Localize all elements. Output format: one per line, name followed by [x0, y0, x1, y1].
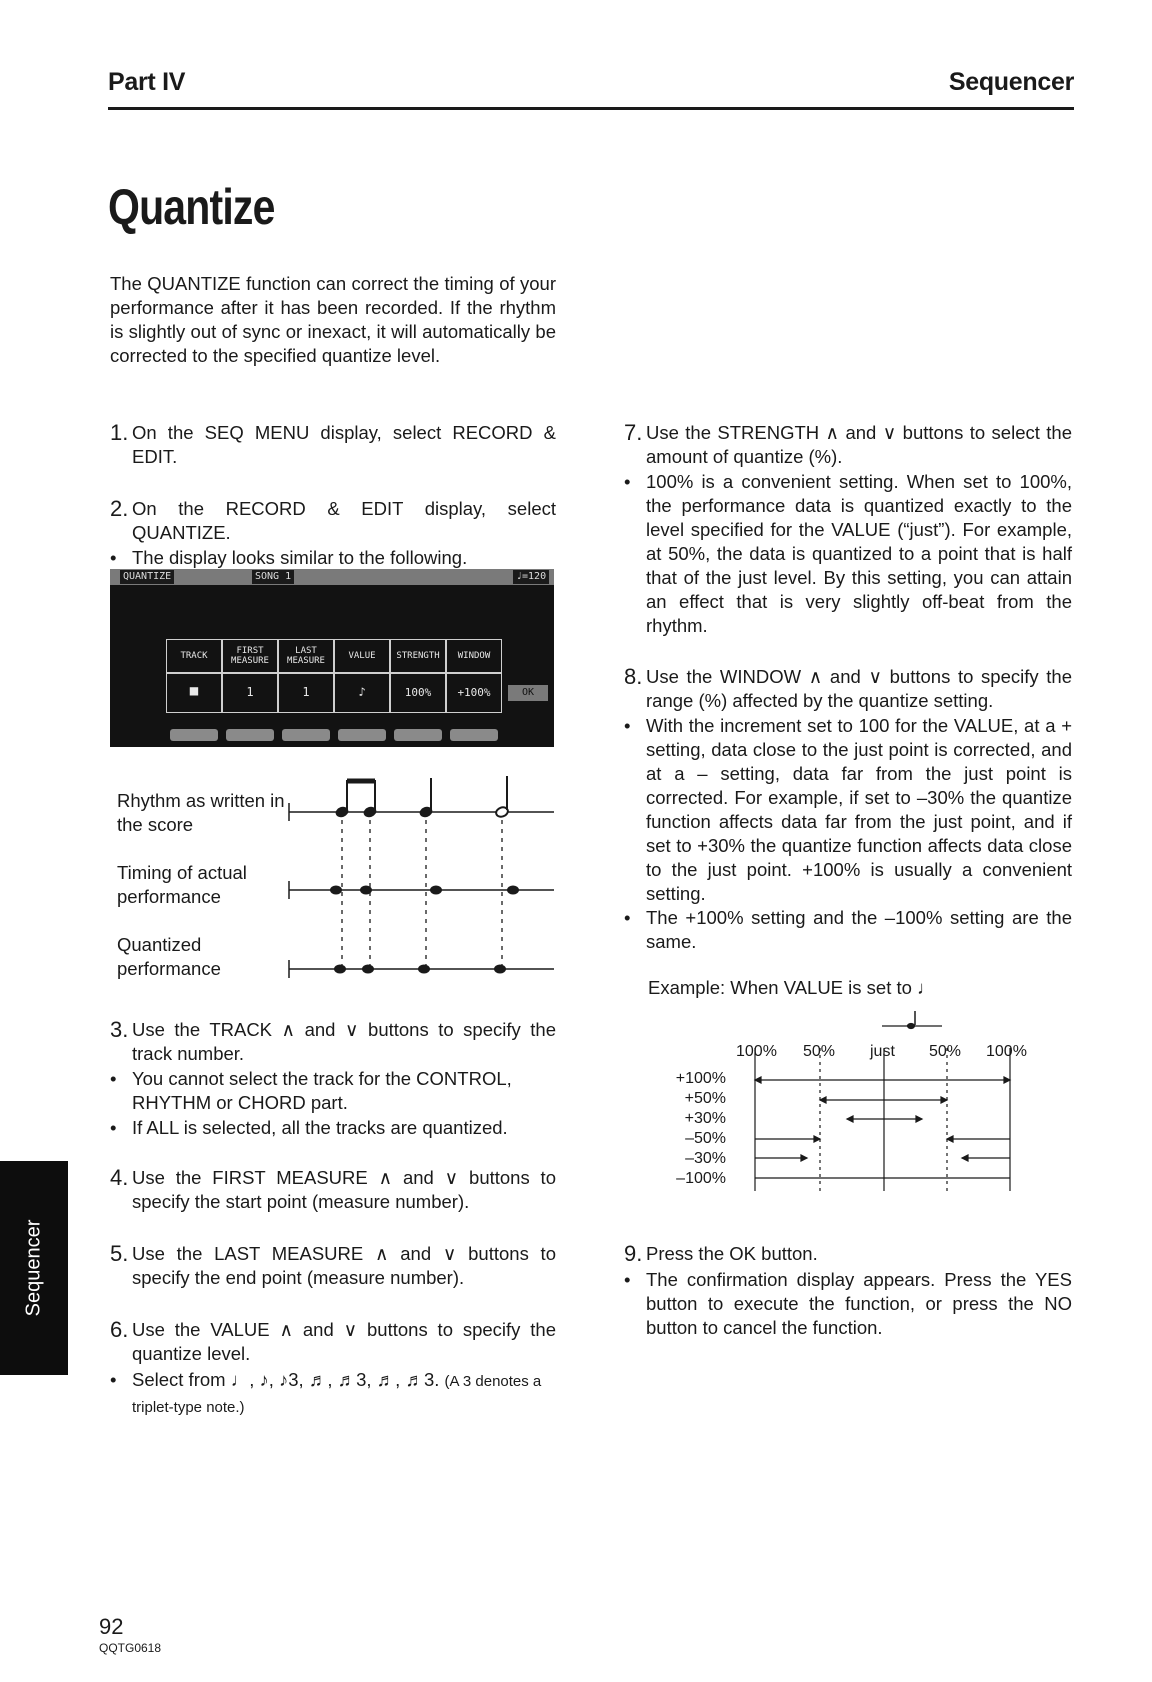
lcd-value-first-measure: 1: [222, 673, 278, 713]
window-row-minus50: –50%: [685, 1130, 726, 1147]
window-col-100-left: 100%: [736, 1043, 777, 1060]
window-col-50-left: 50%: [803, 1043, 836, 1060]
lcd-col-strength: STRENGTH: [390, 639, 446, 673]
lcd-value-last-measure: 1: [278, 673, 334, 713]
lcd-value-window: +100%: [446, 673, 502, 713]
lcd-col-track: TRACK: [166, 639, 222, 673]
step-number: 8.: [624, 664, 643, 689]
first-measure-up-down-button[interactable]: [226, 729, 274, 741]
bullet-text: The +100% setting and the –100% setting are the same.: [646, 907, 1072, 952]
section-label: Sequencer: [948, 68, 1074, 96]
step-3: [110, 1018, 556, 1066]
lcd-value-track: ■: [166, 673, 222, 713]
step-text: On the SEQ MENU display, select RECORD & EDIT.: [132, 422, 556, 467]
window-row-plus30: +30%: [684, 1110, 726, 1127]
lcd-display: [110, 569, 554, 747]
step-text: Press the OK button.: [646, 1243, 818, 1264]
rhythm-row-written: Rhythm as written in the score: [117, 790, 285, 835]
step-2-bullet: • The display looks similar to the following.: [110, 546, 556, 570]
side-tab-label: Sequencer: [22, 1219, 45, 1317]
step-5: [110, 1242, 556, 1290]
bullet-text: With the increment set to 100 for the VALUE, at a + setting, data close to the just point is corrected, and at a – setting, data far from the just point is corrected. For example, if set to –30% the quantize function affects data far from the just point, and if set to +30% the quantize function affects data close to the just point. +100% is usually a convenient setting.: [646, 715, 1072, 904]
example-caption: Example: When VALUE is set to ♩: [648, 977, 936, 998]
step-number: 5.: [110, 1241, 129, 1266]
lcd-title-bar: [110, 569, 554, 585]
step-3-bullet-1: • You cannot select the track for the CONTROL, RHYTHM or CHORD part.: [110, 1067, 556, 1115]
window-row-plus100: +100%: [675, 1070, 726, 1087]
part-label: Part IV: [108, 68, 186, 96]
lcd-col-first-measure: FIRST MEASURE: [222, 639, 278, 673]
step-4: [110, 1166, 556, 1214]
step-text: Use the LAST MEASURE ∧ and ∨ buttons to specify the end point (measure number).: [132, 1243, 556, 1288]
step-3-bullet-2: • If ALL is selected, all the tracks are quantized.: [110, 1116, 556, 1140]
step-7-bullet: • 100% is a convenient setting. When set to 100%, the performance data is quantized exactly to the level specified for the VALUE (“just”). For example, at 50%, the data is quantized to a point that is half that of the just level. By this setting, you can attain an effect that is very slightly off-beat from the rhythm.: [624, 471, 1072, 636]
bullet-text: 100% is a convenient setting. When set to 100%, the performance data is quantized exactly to the level specified for the VALUE (“just”). For example, at 50%, the data is quantized to a point that is half that of the just level. By this setting, you can attain an effect that is very slightly off-beat from the rhythm.: [646, 471, 1072, 636]
step-text: On the RECORD & EDIT display, select QUANTIZE.: [132, 498, 556, 543]
strength-up-down-button[interactable]: [394, 729, 442, 741]
step-8: [624, 665, 1072, 713]
page-title: Quantize: [108, 179, 275, 235]
lcd-tab-song: SONG 1: [252, 570, 294, 584]
step-1: [110, 421, 556, 469]
step-6-bullet: • Select from ♩, ♪, ♪3, ♬, ♬3, ♬, ♬3. (A 3 denotes a triplet-type note.): [110, 1369, 542, 1416]
bullet-text: The display looks similar to the following.: [132, 547, 468, 568]
step-9: [624, 1242, 1072, 1266]
header-rule: [108, 107, 1074, 110]
step-text: Use the VALUE ∧ and ∨ buttons to specify the quantize level.: [132, 1319, 556, 1364]
page-number: 92: [99, 1614, 124, 1639]
step-2: [110, 497, 556, 545]
step-number: 1.: [110, 420, 129, 445]
window-row-minus100: –100%: [676, 1170, 726, 1187]
lcd-col-last-measure: LAST MEASURE: [278, 639, 334, 673]
step-text: Use the FIRST MEASURE ∧ and ∨ buttons to specify the start point (measure number).: [132, 1167, 556, 1212]
bullet-text: The confirmation display appears. Press the YES button to execute the function, or press the NO button to cancel the function.: [646, 1269, 1072, 1338]
step-text: Use the TRACK ∧ and ∨ buttons to specify the track number.: [132, 1019, 556, 1064]
step-8-bullet-1: • With the increment set to 100 for the VALUE, at a + setting, data close to the just point is corrected, and at a – setting, data far from the just point is corrected. For example, if set to –30% the quantize function affects data far from the just point, and if set to +30% the quantize function affects data close to the just point. +100% is usually a convenient setting.: [624, 715, 1072, 904]
step-number: 3.: [110, 1017, 129, 1042]
rhythm-diagram: [284, 770, 560, 985]
track-up-down-button[interactable]: [170, 729, 218, 741]
step-number: 2.: [110, 496, 129, 521]
step-6: [110, 1318, 556, 1366]
lcd-tab-quantize: QUANTIZE: [120, 570, 174, 584]
step-7: [624, 421, 1072, 469]
step-8-bullet-2: • The +100% setting and the –100% setting are the same.: [624, 907, 1072, 952]
lcd-value-value: ♪: [334, 673, 390, 713]
lcd-ok-button[interactable]: OK: [508, 685, 548, 701]
value-up-down-button[interactable]: [338, 729, 386, 741]
last-measure-up-down-button[interactable]: [282, 729, 330, 741]
lcd-col-value: VALUE: [334, 639, 390, 673]
bullet-note: (A 3 denotes a triplet-type note.): [132, 1373, 542, 1416]
window-col-50-right: 50%: [929, 1043, 962, 1060]
window-row-minus30: –30%: [685, 1150, 726, 1167]
step-number: 9.: [624, 1241, 643, 1266]
window-col-just: just: [870, 1043, 895, 1060]
bullet-text: Select from ♩, ♪, ♪3, ♬, ♬3, ♬, ♬3.: [132, 1369, 440, 1390]
lcd-col-window: WINDOW: [446, 639, 502, 673]
document-code: QQTG0618: [99, 1641, 162, 1655]
bullet-text: If ALL is selected, all the tracks are quantized.: [132, 1117, 508, 1138]
window-row-plus50: +50%: [684, 1090, 726, 1107]
step-9-bullet: • The confirmation display appears. Press the YES button to execute the function, or press the NO button to cancel the function.: [624, 1269, 1072, 1338]
step-text: Use the WINDOW ∧ and ∨ buttons to specify the range (%) affected by the quantize setting.: [646, 666, 1072, 711]
window-up-down-button[interactable]: [450, 729, 498, 741]
side-tab: [0, 1161, 68, 1375]
rhythm-row-quantized: Quantized performance: [117, 934, 221, 979]
rhythm-row-actual: Timing of actual performance: [117, 862, 247, 907]
step-number: 6.: [110, 1317, 129, 1342]
step-text: Use the STRENGTH ∧ and ∨ buttons to select the amount of quantize (%).: [646, 422, 1072, 467]
intro-paragraph: The QUANTIZE function can correct the timing of your performance after it has been recorded. If the rhythm is slightly out of sync or inexact, it will automatically be corrected to the specified quantize level.: [110, 273, 556, 366]
window-col-100-right: 100%: [986, 1043, 1027, 1060]
bullet-text: You cannot select the track for the CONTROL, RHYTHM or CHORD part.: [132, 1068, 512, 1113]
step-number: 4.: [110, 1165, 129, 1190]
step-number: 7.: [624, 420, 643, 445]
lcd-value-strength: 100%: [390, 673, 446, 713]
lcd-tab-tempo: ♩=120: [513, 570, 549, 584]
